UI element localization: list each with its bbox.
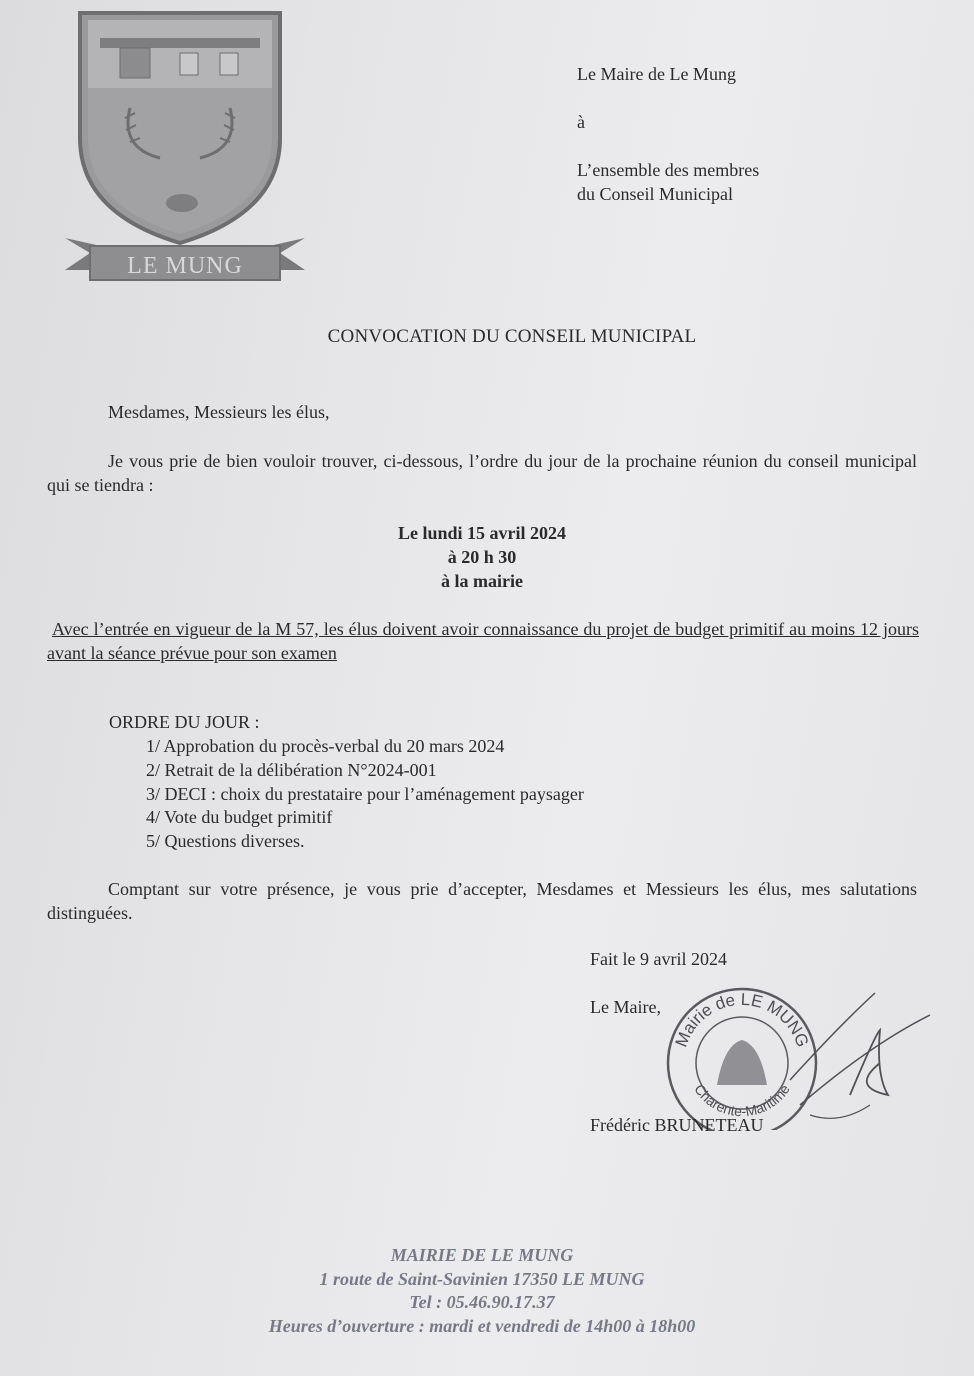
stamp-bottom-text: Charente-Maritime: [691, 1081, 793, 1120]
sender-line: Le Maire de Le Mung: [577, 64, 736, 84]
footer-phone: Tel : 05.46.90.17.37: [409, 1292, 555, 1312]
handwritten-signature: [780, 985, 940, 1125]
stamp-top-text: Mairie de LE MUNG: [671, 989, 813, 1050]
signed-date: Fait le 9 avril 2024: [590, 949, 727, 969]
closing-paragraph: Comptant sur votre présence, je vous prie d’accepter, Mesdames et Messieurs les élus, mes salutations distinguées.: [47, 879, 917, 923]
meeting-time: à 20 h 30: [447, 547, 517, 567]
municipal-crest-logo: [60, 8, 310, 293]
agenda-item: 3/ DECI : choix du prestataire pour l’aménagement paysager: [146, 784, 584, 804]
agenda-item: 5/ Questions diverses.: [146, 831, 305, 851]
footer-opening-hours: Heures d’ouverture : mardi et vendredi de 14h00 à 18h00: [268, 1316, 696, 1336]
salutation: Mesdames, Messieurs les élus,: [108, 402, 330, 422]
budget-notice-text: Avec l’entrée en vigueur de la M 57, les élus doivent avoir connaissance du projet de budget primitif au moins 12 jours avant la séance prévue pour son examen: [47, 619, 919, 663]
agenda-item: 1/ Approbation du procès-verbal du 20 mars 2024: [146, 736, 505, 756]
intro-paragraph: Je vous prie de bien vouloir trouver, ci-dessous, l’ordre du jour de la prochaine réunion du conseil municipal qui se tiendra :: [47, 451, 917, 495]
footer-organization: MAIRIE DE LE MUNG: [390, 1245, 574, 1265]
agenda-item: 2/ Retrait de la délibération N°2024-001: [146, 760, 437, 780]
meeting-place: à la mairie: [441, 571, 523, 591]
agenda-item: 4/ Vote du budget primitif: [146, 807, 333, 827]
document-title: CONVOCATION DU CONSEIL MUNICIPAL: [327, 326, 697, 347]
crest-banner-text: LE MUNG: [127, 253, 243, 279]
signatory-role: Le Maire,: [590, 997, 661, 1017]
signatory-name: Frédéric BRUNETEAU: [590, 1115, 764, 1135]
budget-notice: [47, 617, 919, 665]
recipient-connector: à: [577, 112, 585, 132]
footer-address: 1 route de Saint-Savinien 17350 LE MUNG: [319, 1269, 645, 1289]
recipient-line: L’ensemble des membres: [577, 160, 760, 180]
meeting-date: Le lundi 15 avril 2024: [397, 523, 567, 543]
agenda-heading: ORDRE DU JOUR :: [109, 712, 260, 732]
recipient-line: du Conseil Municipal: [577, 184, 733, 204]
